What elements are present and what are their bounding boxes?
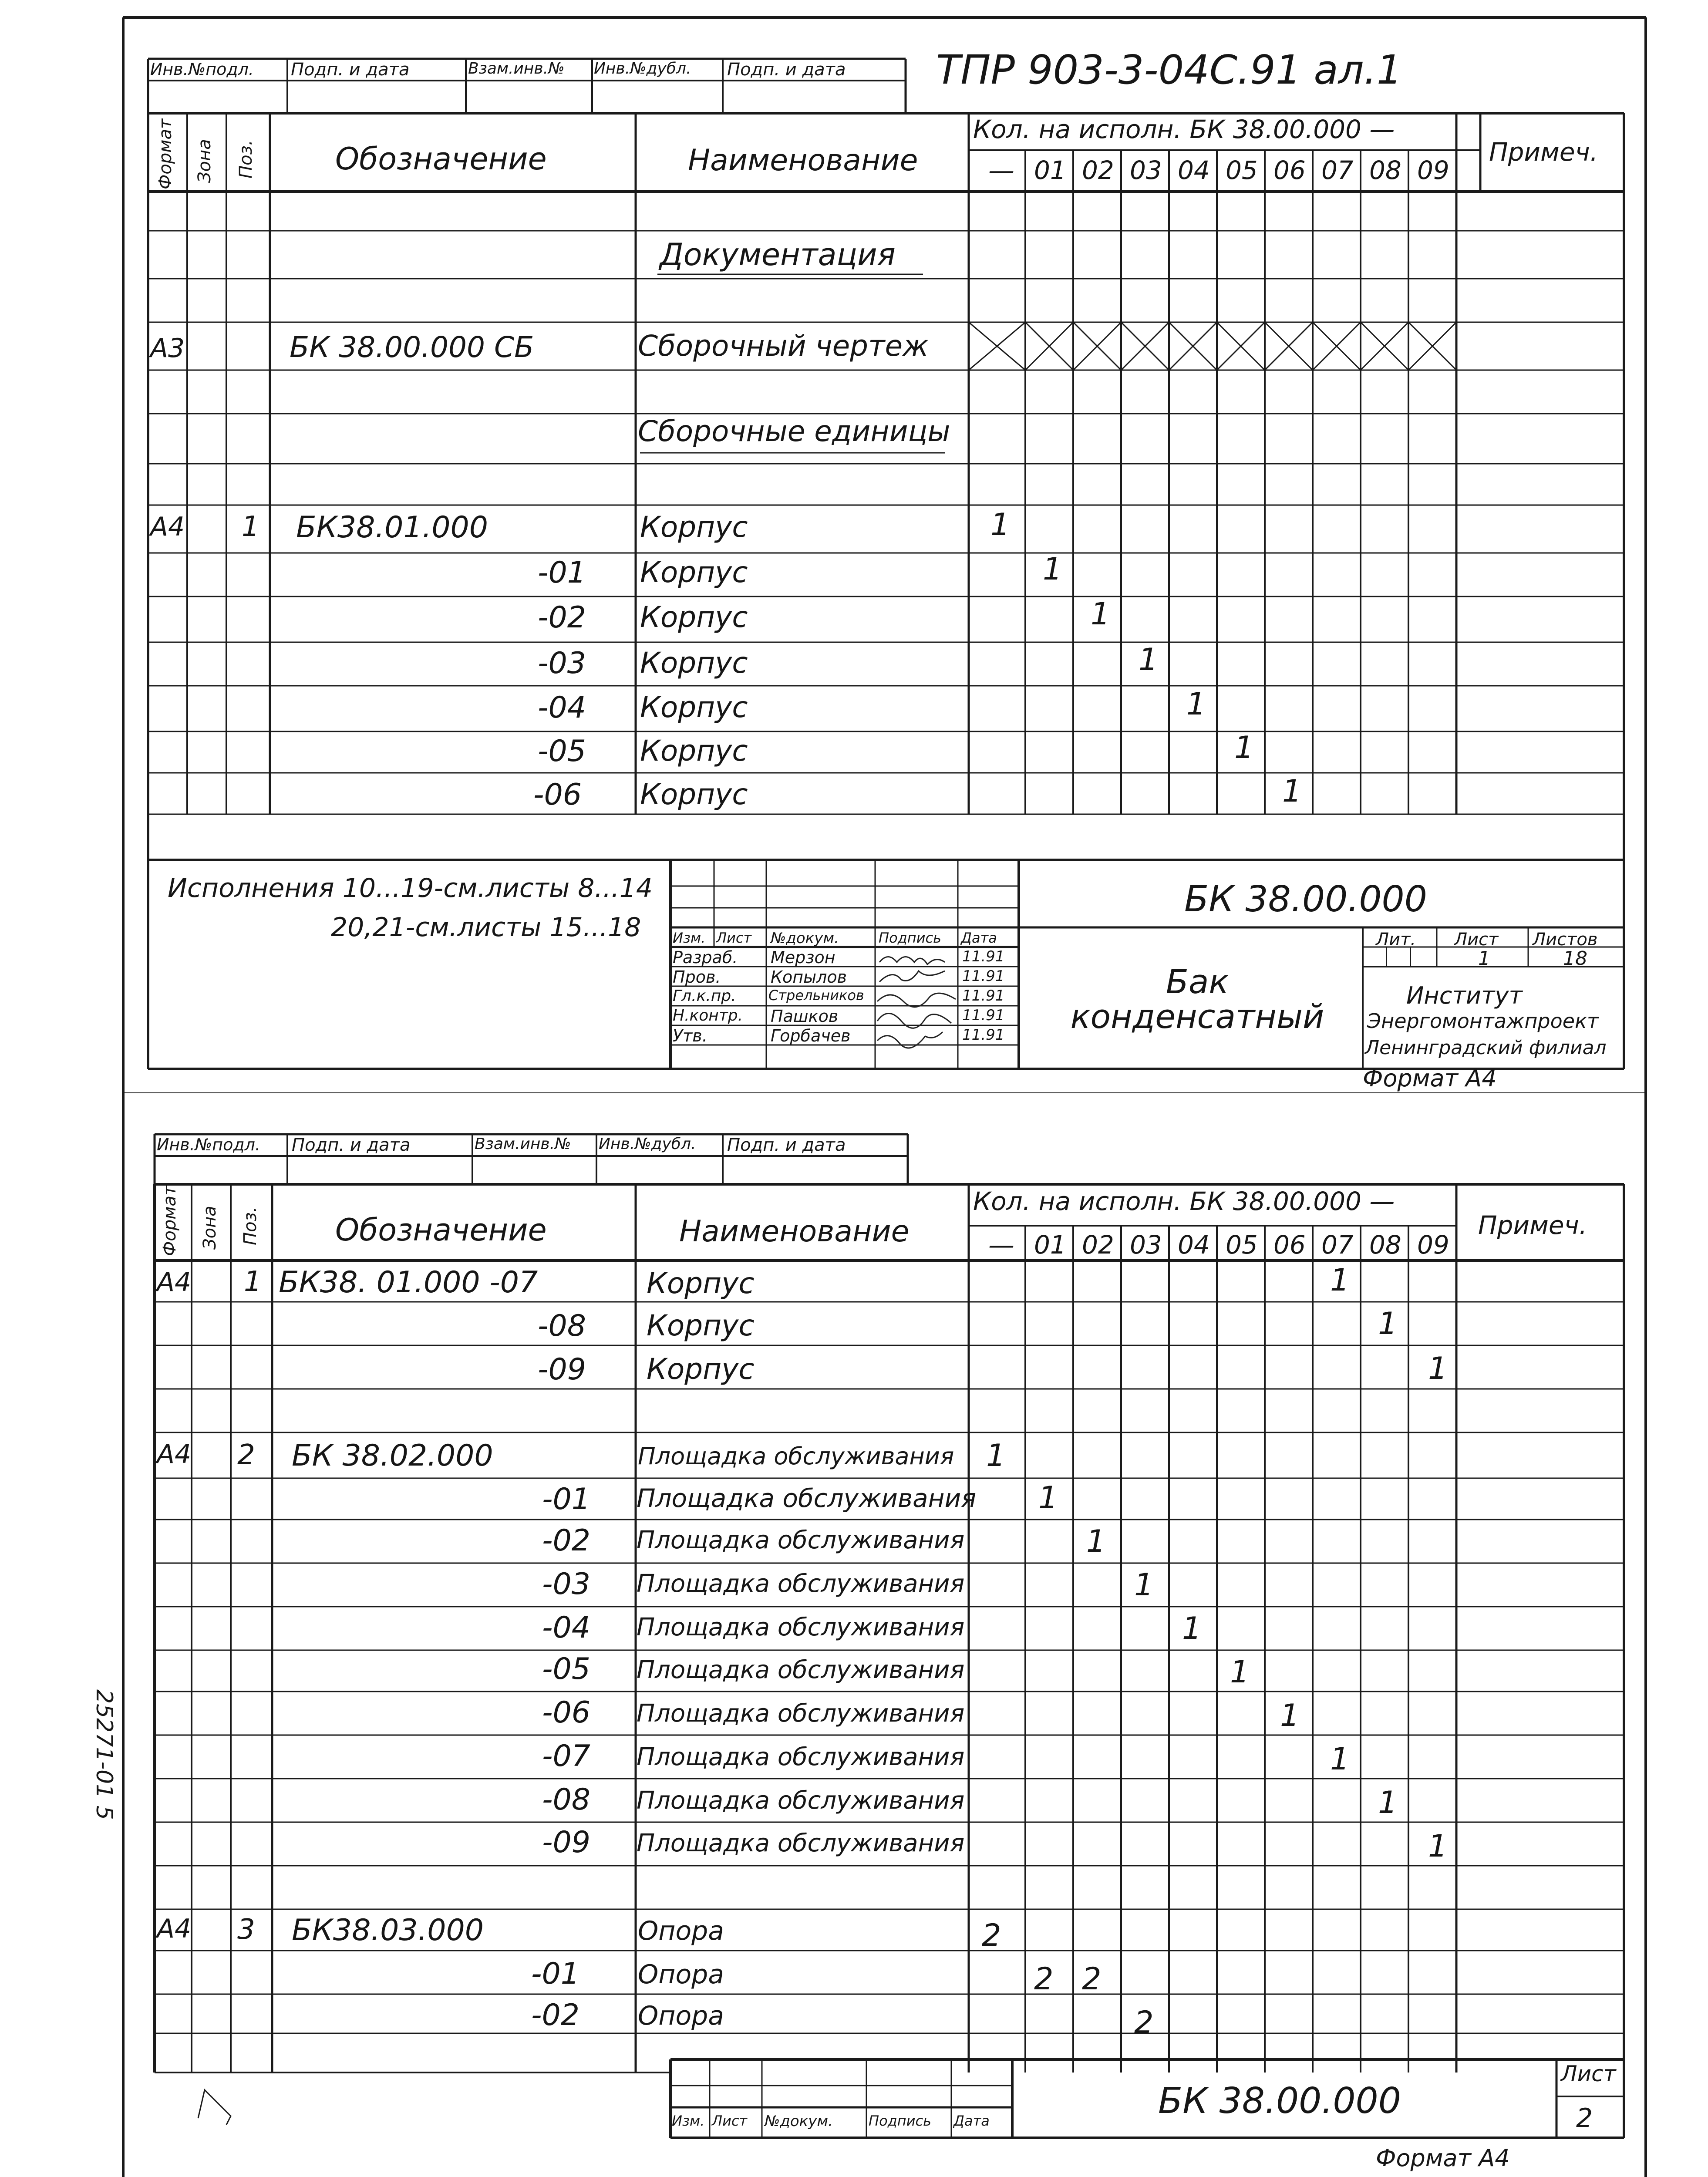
- tb2-head-doc: №докум.: [765, 2113, 833, 2130]
- s2-row14-qty-b: 2: [1082, 1961, 1102, 1997]
- row-a3-format: А3: [150, 333, 185, 364]
- s1-row6-name: Корпус: [640, 778, 748, 811]
- col-zone-header: Зона: [195, 139, 215, 183]
- side-archive-number: 25271-01 5: [91, 1689, 117, 1820]
- tb1-sheet-number: 1: [1478, 947, 1490, 970]
- tb1-name-2: Стрельников: [768, 987, 864, 1004]
- s1-row3-name: Корпус: [640, 646, 748, 680]
- col-qty-header: Кол. на исполн. БК 38.00.000 —: [973, 115, 1395, 144]
- stamp2-inv-podl: Инв.№подл.: [157, 1135, 261, 1154]
- s2-col-note-header: Примеч.: [1478, 1210, 1587, 1240]
- col-name-header: Наименование: [688, 143, 918, 178]
- s2-row0-qty: 1: [1330, 1262, 1350, 1298]
- stamp2-vzam-inv: Взам.инв.№: [475, 1135, 571, 1153]
- stamp-vzam-inv: Взам.инв.№: [468, 60, 565, 78]
- col-note-header: Примеч.: [1489, 137, 1598, 167]
- s2-col-name-header: Наименование: [679, 1214, 910, 1249]
- section-documentation: Документация: [660, 237, 896, 273]
- s2-row0-designation: БК38. 01.000 -07: [279, 1265, 538, 1300]
- s2-row11-name: Площадка обслуживания: [637, 1786, 965, 1815]
- tb1-name-4: Горбачев: [771, 1026, 851, 1045]
- s2-row14-qty-a: 2: [1034, 1961, 1054, 1997]
- s2-row14-designation: -01: [531, 1957, 580, 1991]
- s2-row4-name: Площадка обслуживания: [637, 1483, 977, 1513]
- variants-note-line2: 20,21-см.листы 15...18: [331, 912, 641, 943]
- s2-col-format-header: Формат: [160, 1185, 180, 1256]
- col-designation-header: Обозначение: [335, 141, 547, 177]
- s2-row1-designation: -08: [538, 1309, 586, 1343]
- s2-variant-7: 07: [1321, 1230, 1354, 1260]
- variant-9: 09: [1417, 155, 1449, 185]
- tb1-sheet-label: Лист: [1454, 930, 1499, 950]
- s1-row2-name: Корпус: [640, 600, 748, 634]
- tb1-org-line3: Ленинградский филиал: [1365, 1037, 1607, 1059]
- s2-variant-9: 09: [1417, 1230, 1449, 1260]
- tb1-designation: БК 38.00.000: [1184, 879, 1427, 920]
- s2-row15-qty: 2: [1134, 2005, 1154, 2040]
- s2-row7-designation: -04: [542, 1611, 591, 1645]
- s2-variant-4: 04: [1178, 1230, 1210, 1260]
- s2-row6-designation: -03: [542, 1567, 591, 1601]
- s1-row0-format: А4: [150, 512, 185, 542]
- tb2-designation: БК 38.00.000: [1158, 2080, 1401, 2122]
- s2-col-zone-header: Зона: [200, 1206, 220, 1250]
- s1-row6-qty: 1: [1282, 773, 1302, 809]
- tb2-sheet-label: Лист: [1561, 2061, 1616, 2086]
- variant-5: 05: [1226, 155, 1258, 185]
- tb1-name-0: Мерзон: [771, 948, 835, 967]
- s2-variant-1: 01: [1034, 1230, 1066, 1260]
- stamp-inv-dubl: Инв.№дубл.: [594, 60, 691, 78]
- s2-row6-name: Площадка обслуживания: [637, 1570, 965, 1598]
- variant-4: 04: [1178, 155, 1210, 185]
- s2-variant-5: 05: [1226, 1230, 1258, 1260]
- tb1-name-1: Копылов: [771, 967, 847, 987]
- s2-row13-pos: 3: [237, 1914, 255, 1946]
- tb1-date-3: 11.91: [962, 1007, 1005, 1024]
- s1-row4-name: Корпус: [640, 691, 748, 724]
- s2-row11-qty: 1: [1378, 1785, 1398, 1820]
- s1-row1-designation: -01: [538, 556, 586, 590]
- s1-row2-designation: -02: [538, 600, 586, 635]
- s1-row0-qty: 1: [990, 507, 1010, 543]
- tb1-date-2: 11.91: [962, 987, 1005, 1004]
- s1-row0-name: Корпус: [640, 510, 748, 544]
- row-a3-name: Сборочный чертеж: [638, 329, 929, 363]
- tb2-head-izm: Изм.: [672, 2113, 705, 2129]
- tb2-head-date: Дата: [953, 2113, 990, 2129]
- stamp2-podp-data: Подп. и дата: [292, 1135, 411, 1155]
- col-format-header: Формат: [155, 118, 175, 189]
- s2-row11-designation: -08: [542, 1783, 591, 1817]
- s2-row7-name: Площадка обслуживания: [637, 1613, 965, 1641]
- s2-row0-name: Корпус: [647, 1267, 755, 1300]
- s2-row3-designation: БК 38.02.000: [292, 1439, 493, 1473]
- s2-col-pos-header: Поз.: [240, 1206, 260, 1245]
- stamp-podp-data: Подп. и дата: [291, 60, 410, 80]
- s2-row4-qty: 1: [1038, 1480, 1058, 1516]
- variant-8: 08: [1369, 155, 1401, 185]
- variant-0: —: [988, 155, 1014, 186]
- s2-row3-format: А4: [157, 1439, 192, 1469]
- col-pos-header: Поз.: [236, 140, 256, 179]
- s1-row4-qty: 1: [1186, 686, 1206, 722]
- tb1-role-4: Утв.: [673, 1026, 707, 1045]
- tb1-sheets-label: Листов: [1533, 930, 1598, 950]
- s2-row7-qty: 1: [1182, 1611, 1202, 1646]
- tb1-head-doc: №докум.: [771, 930, 839, 947]
- s2-row10-qty: 1: [1330, 1741, 1350, 1777]
- variants-note-line1: Исполнения 10...19-см.листы 8...14: [168, 873, 653, 903]
- s2-variant-8: 08: [1369, 1230, 1401, 1260]
- s2-row12-designation: -09: [542, 1825, 591, 1860]
- tb1-head-sign: Подпись: [879, 930, 941, 946]
- s2-col-designation-header: Обозначение: [335, 1212, 547, 1248]
- s2-row10-designation: -07: [542, 1739, 591, 1773]
- s1-row4-designation: -04: [538, 691, 586, 725]
- s2-row12-name: Площадка обслуживания: [637, 1829, 965, 1857]
- s2-row3-pos: 2: [237, 1439, 255, 1471]
- s2-row13-designation: БК38.03.000: [292, 1913, 484, 1948]
- tb1-head-date: Дата: [961, 930, 997, 946]
- tb2-sheet-number: 2: [1576, 2103, 1593, 2133]
- s2-row13-name: Опора: [638, 1916, 724, 1946]
- s2-row0-pos: 1: [244, 1266, 262, 1298]
- row-a3-designation: БК 38.00.000 СБ: [290, 330, 534, 364]
- tb1-org-line1: Институт: [1406, 982, 1523, 1009]
- s2-row13-format: А4: [157, 1914, 192, 1944]
- variant-7: 07: [1321, 155, 1354, 185]
- stamp-inv-podl: Инв.№подл.: [150, 60, 254, 79]
- s1-row5-designation: -05: [538, 734, 586, 768]
- tb1-role-1: Пров.: [673, 967, 721, 987]
- s2-row6-qty: 1: [1134, 1567, 1154, 1603]
- format-label-sheet1: Формат А4: [1363, 1065, 1497, 1092]
- s2-variant-3: 03: [1130, 1230, 1162, 1260]
- s1-row0-pos: 1: [242, 511, 259, 543]
- tb2-head-sign: Подпись: [869, 2113, 931, 2129]
- s1-row3-designation: -03: [538, 646, 586, 681]
- s2-row8-designation: -05: [542, 1652, 591, 1686]
- tb1-date-1: 11.91: [962, 967, 1005, 985]
- s2-row5-name: Площадка обслуживания: [637, 1526, 965, 1554]
- s2-row9-name: Площадка обслуживания: [637, 1699, 965, 1728]
- tb2-head-list: Лист: [712, 2113, 748, 2129]
- s2-row13-qty: 2: [982, 1918, 1001, 1953]
- tb1-title-line: Бак конденсатный: [1070, 962, 1324, 1036]
- s2-row3-qty: 1: [986, 1438, 1006, 1473]
- s2-row1-name: Корпус: [647, 1309, 755, 1342]
- tb1-date-4: 11.91: [962, 1026, 1005, 1044]
- s1-row6-designation: -06: [533, 778, 582, 812]
- s2-row8-qty: 1: [1230, 1654, 1250, 1690]
- tb1-role-3: Н.контр.: [673, 1007, 743, 1024]
- tb1-sheets-total: 18: [1563, 947, 1587, 970]
- tb1-role-0: Разраб.: [673, 948, 738, 967]
- tb1-role-2: Гл.к.пр.: [673, 987, 736, 1005]
- variant-3: 03: [1130, 155, 1162, 185]
- s1-row5-qty: 1: [1234, 730, 1254, 765]
- s1-row5-name: Корпус: [640, 734, 748, 768]
- stamp2-podp-data-2: Подп. и дата: [727, 1135, 846, 1155]
- s2-row14-name: Опора: [638, 1959, 724, 1990]
- s1-row1-name: Корпус: [640, 556, 748, 589]
- variant-6: 06: [1273, 155, 1306, 185]
- stamp2-inv-dubl: Инв.№дубл.: [599, 1135, 696, 1153]
- s2-row15-name: Опора: [638, 2001, 724, 2031]
- s2-row8-name: Площадка обслуживания: [637, 1656, 965, 1684]
- s2-row9-designation: -06: [542, 1695, 591, 1730]
- format-label-sheet2: Формат А4: [1376, 2144, 1510, 2172]
- s2-row12-qty: 1: [1428, 1828, 1448, 1864]
- s2-row10-name: Площадка обслуживания: [637, 1743, 965, 1771]
- tb1-date-0: 11.91: [962, 948, 1005, 965]
- s2-variant-6: 06: [1273, 1230, 1306, 1260]
- s2-row9-qty: 1: [1280, 1698, 1300, 1733]
- s2-col-qty-header: Кол. на исполн. БК 38.00.000 —: [973, 1186, 1395, 1216]
- s1-row0-designation: БК38.01.000: [296, 510, 488, 545]
- s2-row5-designation: -02: [542, 1523, 591, 1558]
- tb1-lit-label: Лит.: [1376, 930, 1416, 950]
- s2-row5-qty: 1: [1086, 1523, 1106, 1559]
- s2-variant-0: —: [988, 1230, 1014, 1260]
- s2-row15-designation: -02: [531, 1998, 580, 2032]
- s2-row1-qty: 1: [1378, 1306, 1398, 1341]
- tb1-org-line2: Энергомонтажпроект: [1367, 1009, 1599, 1033]
- s2-row3-name: Площадка обслуживания: [638, 1442, 954, 1470]
- s2-row2-qty: 1: [1428, 1351, 1448, 1386]
- tb1-head-izm: Изм.: [673, 930, 706, 946]
- section-assembly-units: Сборочные единицы: [638, 415, 950, 448]
- s2-row4-designation: -01: [542, 1482, 591, 1516]
- s2-row2-name: Корпус: [647, 1352, 755, 1386]
- s2-row2-designation: -09: [538, 1352, 586, 1387]
- doc-code: ТПР 903-3-04С.91 ал.1: [936, 47, 1402, 93]
- tb1-name-3: Пашков: [771, 1007, 839, 1026]
- s2-variant-2: 02: [1082, 1230, 1114, 1260]
- variant-2: 02: [1082, 155, 1114, 185]
- tb1-head-list: Лист: [716, 930, 752, 946]
- s2-row0-format: А4: [157, 1267, 192, 1297]
- s1-row3-qty: 1: [1139, 642, 1158, 677]
- stamp-podp-data-2: Подп. и дата: [727, 60, 846, 80]
- variant-1: 01: [1034, 155, 1066, 185]
- s1-row1-qty: 1: [1043, 551, 1062, 587]
- s1-row2-qty: 1: [1091, 596, 1110, 632]
